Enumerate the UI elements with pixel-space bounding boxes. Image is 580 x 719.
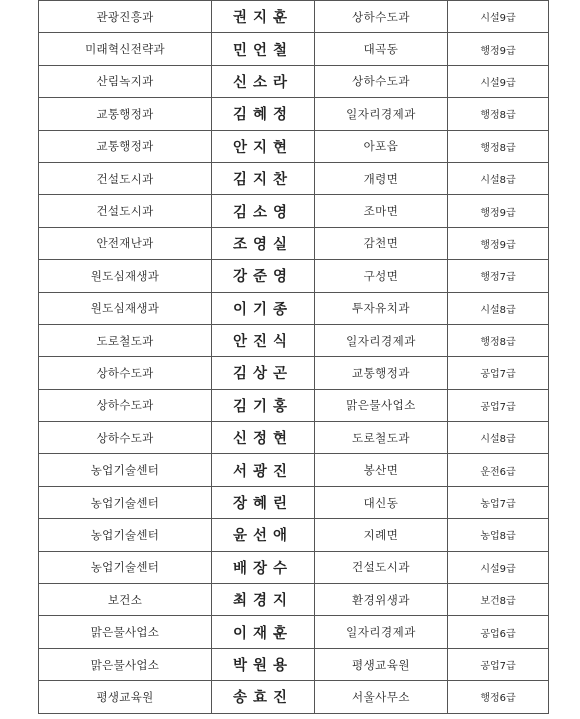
table-row: [39, 648, 549, 680]
to-department-cell: 지례면: [315, 519, 448, 551]
table-row: [39, 162, 549, 194]
table-body: [39, 1, 549, 714]
from-department-cell: 미래혁신전략과: [39, 33, 212, 65]
table-row: [39, 389, 549, 421]
employee-name-cell: 권지훈: [212, 1, 315, 33]
table-row: [39, 551, 549, 583]
table-row: [39, 422, 549, 454]
from-department-cell: 상하수도과: [39, 357, 212, 389]
to-department-cell: 상하수도과: [315, 1, 448, 33]
employee-name-cell: 이기종: [212, 292, 315, 324]
rank-cell: 공업7급: [448, 648, 549, 680]
rank-cell: 시설8급: [448, 292, 549, 324]
to-department-cell: 건설도시과: [315, 551, 448, 583]
to-department-cell: 대곡동: [315, 33, 448, 65]
rank-cell: 시설8급: [448, 162, 549, 194]
employee-name-cell: 조영실: [212, 227, 315, 259]
rank-cell: 보건8급: [448, 584, 549, 616]
employee-name-cell: 김소영: [212, 195, 315, 227]
employee-name-cell: 최경지: [212, 584, 315, 616]
employee-name-cell: 안지현: [212, 130, 315, 162]
rank-cell: 행정9급: [448, 33, 549, 65]
employee-name-cell: 안진식: [212, 324, 315, 356]
from-department-cell: 원도심재생과: [39, 292, 212, 324]
table-row: [39, 454, 549, 486]
table-row: [39, 65, 549, 97]
from-department-cell: 맑은물사업소: [39, 648, 212, 680]
employee-name-cell: 김지찬: [212, 162, 315, 194]
rank-cell: 운전6급: [448, 454, 549, 486]
rank-cell: 공업7급: [448, 357, 549, 389]
from-department-cell: 건설도시과: [39, 162, 212, 194]
employee-name-cell: 신소라: [212, 65, 315, 97]
from-department-cell: 상하수도과: [39, 389, 212, 421]
rank-cell: 시설8급: [448, 422, 549, 454]
from-department-cell: 교통행정과: [39, 98, 212, 130]
employee-name-cell: 서광진: [212, 454, 315, 486]
rank-cell: 행정9급: [448, 227, 549, 259]
table-row: [39, 260, 549, 292]
table-row: [39, 324, 549, 356]
to-department-cell: 환경위생과: [315, 584, 448, 616]
table-row: [39, 519, 549, 551]
table-row: [39, 486, 549, 518]
to-department-cell: 맑은물사업소: [315, 389, 448, 421]
to-department-cell: 평생교육원: [315, 648, 448, 680]
to-department-cell: 조마면: [315, 195, 448, 227]
to-department-cell: 교통행정과: [315, 357, 448, 389]
employee-name-cell: 민언철: [212, 33, 315, 65]
table-row: [39, 681, 549, 713]
rank-cell: 공업7급: [448, 389, 549, 421]
rank-cell: 시설9급: [448, 65, 549, 97]
to-department-cell: 도로철도과: [315, 422, 448, 454]
to-department-cell: 일자리경제과: [315, 324, 448, 356]
employee-name-cell: 신정현: [212, 422, 315, 454]
table-row: [39, 195, 549, 227]
table-row: [39, 357, 549, 389]
from-department-cell: 보건소: [39, 584, 212, 616]
employee-name-cell: 박원용: [212, 648, 315, 680]
employee-name-cell: 배장수: [212, 551, 315, 583]
from-department-cell: 농업기술센터: [39, 454, 212, 486]
to-department-cell: 개령면: [315, 162, 448, 194]
rank-cell: 시설9급: [448, 1, 549, 33]
table-row: [39, 98, 549, 130]
from-department-cell: 평생교육원: [39, 681, 212, 713]
to-department-cell: 서울사무소: [315, 681, 448, 713]
employee-name-cell: 송효진: [212, 681, 315, 713]
from-department-cell: 도로철도과: [39, 324, 212, 356]
table-row: [39, 292, 549, 324]
rank-cell: 행정7급: [448, 260, 549, 292]
to-department-cell: 구성면: [315, 260, 448, 292]
rank-cell: 행정8급: [448, 130, 549, 162]
table-row: [39, 130, 549, 162]
to-department-cell: 감천면: [315, 227, 448, 259]
employee-name-cell: 윤선애: [212, 519, 315, 551]
rank-cell: 행정8급: [448, 324, 549, 356]
from-department-cell: 산림녹지과: [39, 65, 212, 97]
from-department-cell: 안전재난과: [39, 227, 212, 259]
table-row: [39, 227, 549, 259]
from-department-cell: 맑은물사업소: [39, 616, 212, 648]
to-department-cell: 봉산면: [315, 454, 448, 486]
to-department-cell: 상하수도과: [315, 65, 448, 97]
employee-name-cell: 장혜린: [212, 486, 315, 518]
employee-name-cell: 김혜정: [212, 98, 315, 130]
to-department-cell: 투자유치과: [315, 292, 448, 324]
from-department-cell: 교통행정과: [39, 130, 212, 162]
personnel-transfer-table: [38, 0, 549, 714]
from-department-cell: 농업기술센터: [39, 486, 212, 518]
table-row: [39, 1, 549, 33]
rank-cell: 행정8급: [448, 98, 549, 130]
table-row: [39, 616, 549, 648]
employee-name-cell: 김상곤: [212, 357, 315, 389]
from-department-cell: 원도심재생과: [39, 260, 212, 292]
table-row: [39, 33, 549, 65]
rank-cell: 시설9급: [448, 551, 549, 583]
rank-cell: 행정9급: [448, 195, 549, 227]
rank-cell: 농업7급: [448, 486, 549, 518]
employee-name-cell: 강준영: [212, 260, 315, 292]
rank-cell: 행정6급: [448, 681, 549, 713]
to-department-cell: 아포읍: [315, 130, 448, 162]
employee-name-cell: 이재훈: [212, 616, 315, 648]
from-department-cell: 건설도시과: [39, 195, 212, 227]
from-department-cell: 농업기술센터: [39, 551, 212, 583]
to-department-cell: 일자리경제과: [315, 98, 448, 130]
employee-name-cell: 김기홍: [212, 389, 315, 421]
from-department-cell: 상하수도과: [39, 422, 212, 454]
from-department-cell: 관광진흥과: [39, 1, 212, 33]
to-department-cell: 일자리경제과: [315, 616, 448, 648]
rank-cell: 공업6급: [448, 616, 549, 648]
from-department-cell: 농업기술센터: [39, 519, 212, 551]
rank-cell: 농업8급: [448, 519, 549, 551]
to-department-cell: 대신동: [315, 486, 448, 518]
table-row: [39, 584, 549, 616]
